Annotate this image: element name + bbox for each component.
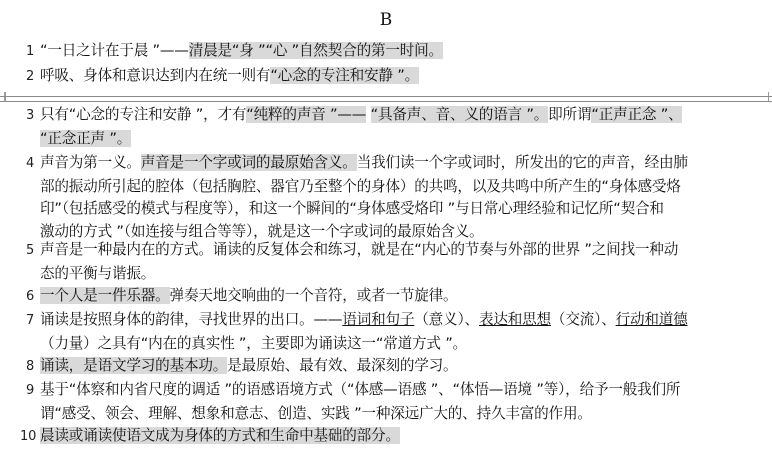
item-number: 4 (26, 156, 35, 171)
item-number: 7 (26, 313, 35, 328)
list-item-9: 9 基于“体察和内省尺度的调适 ”的语感语境方式（“体感—语感 ”、“体悟—语境 ”等），给予一般我们所 谓“感受、领会、理解、想象和意志、创造、实践 ”一种深远广大的、持久丰富的作用。 (26, 381, 681, 422)
list-item-3: 3 只有“心念的专注和安静 ”，才有“纯粹的声音 ”—— “具备声、音、义的语言 ”。即所谓“正声正念 ”、 “正念正声 ”。 (26, 106, 683, 147)
list-item-2: 2 呼吸、身体和意识达到内在统一则有“心念的专注和安静 ”。 (26, 65, 764, 89)
list-item-6: 6 一个人是一件乐器。弹奏天地交响曲的一个音符，或者一节旋律。 (26, 285, 764, 309)
item-number: 9 (26, 383, 35, 398)
list-item-5: 5 声音是一种最内在的方式。诵读的反复体会和练习，就是在“内心的节奏与外部的世界 ”之间找一种动 态的平衡与谐振。 (26, 241, 679, 282)
list-item-8: 8 诵读，是语文学习的基本功。是最原始、最有效、最深刻的学习。 (26, 355, 764, 379)
item-number: 1 (26, 44, 35, 59)
item-number: 3 (26, 108, 35, 123)
section-divider (0, 101, 772, 102)
list-item-4: 4 声音为第一义。声音是一个字或词的最原始含义。当我们读一个字或词时，所发出的它的声音，经由肺 部的振动所引起的腔体（包括胸腔、器官乃至整个的身体）的共鸣，以及共鸣中所产生的“身体感受烙 印”（包括感受的模式与程度等），和这一个瞬间的“身体感受烙印 ”与日常心理经验和记忆所“契合和 激动的方式 ”（如连接与组合等等），就是这一个字或词的最原始含义。 (26, 154, 688, 240)
section-heading: B (379, 10, 393, 30)
item-number: 2 (26, 69, 35, 84)
list-item-7: 7 诵读是按照身体的韵律，寻找世界的出口。——语词和句子（意义）、表达和思想（交流）、行动和道德 （力量）之具有“内在的真实性 ”，主要即为诵读这一“常道方式 ”。 (26, 311, 688, 352)
section-divider (0, 96, 772, 97)
item-number: 5 (26, 243, 35, 258)
list-item-1: 1 “一日之计在于晨 ”——清晨是“身 ”“心 ”自然契合的第一时间。 (26, 40, 764, 64)
list-item-10: 10 晨读或诵读使语文成为身体的方式和生命中基础的部分。 (20, 425, 758, 449)
item-number: 8 (26, 359, 35, 374)
item-number: 10 (20, 429, 37, 444)
item-number: 6 (26, 289, 35, 304)
